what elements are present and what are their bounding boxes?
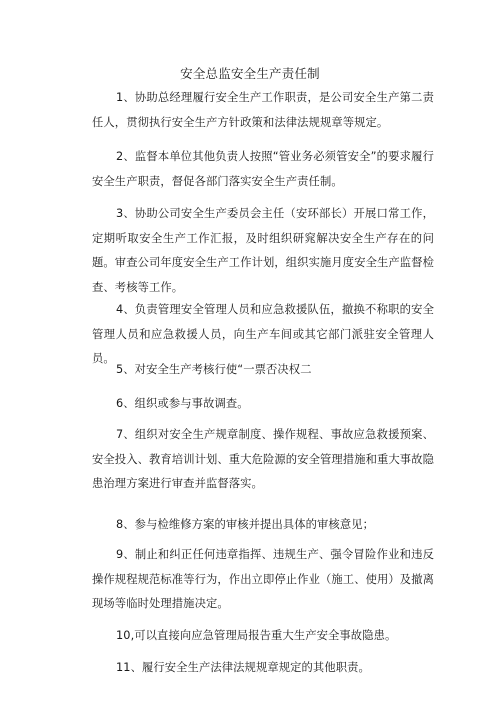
paragraph-3: 3、协助公司安全生产委员会主任（安环部长）开展口常工作，定期听取安全生产工作汇报，及时组织研窕解决安全生产存在的问题。审查公司年度安全生产工作计划，组织实施月度安全生产监督检查、考核等工作。 xyxy=(92,207,434,294)
paragraph-2: 2、监督本单位其他负责人按照“管业务必须管安全”的要求履行安全生产职责，督促各部门落实安全生产责任制。 xyxy=(92,150,434,188)
paragraph-1: 1、协助总经理履行安全生产工作职责，是公司安全生产第二责任人，贯彻执行安全生产方针政策和法律法规规章等规定。 xyxy=(92,91,434,129)
paragraph-10: 10,可以直接向应急管理局报告重大生产安全事故隐患。 xyxy=(116,629,397,642)
document-title: 安全总监安全生产责任制 xyxy=(180,66,320,81)
paragraph-6: 6、组织或参与事故调查。 xyxy=(116,397,249,410)
paragraph-4: 4、负责管理安全管理人员和应急救援队伍，撤换不称职的安全管理人员和应急救援人员，向生产车间或其它部门派驻安全管理人员。 xyxy=(92,303,434,365)
paragraph-7: 7、组织对安全生产规章制度、操作规程、事故应急救援预案、安全投入、教育培训计划、重大危险源的安全管理措施和重大事故隐患治理方案进行审查并监督落实。 xyxy=(92,428,434,490)
paragraph-8: 8、参与检维修方案的审核并提出具体的审核意见； xyxy=(116,518,375,531)
paragraph-9: 9、制止和纠正任何违章指挥、违规生产、强令冒险作业和违反操作规程规范标准等行为，作出立即停止作业（施工、使用）及撤离现场等临时处理措施决定。 xyxy=(92,548,434,610)
paragraph-11: 11、履行安全生产法律法规规章规定的其他职责。 xyxy=(116,661,370,674)
paragraph-5: 5、对安全生产考核行使“一票否决权二 xyxy=(116,363,312,376)
